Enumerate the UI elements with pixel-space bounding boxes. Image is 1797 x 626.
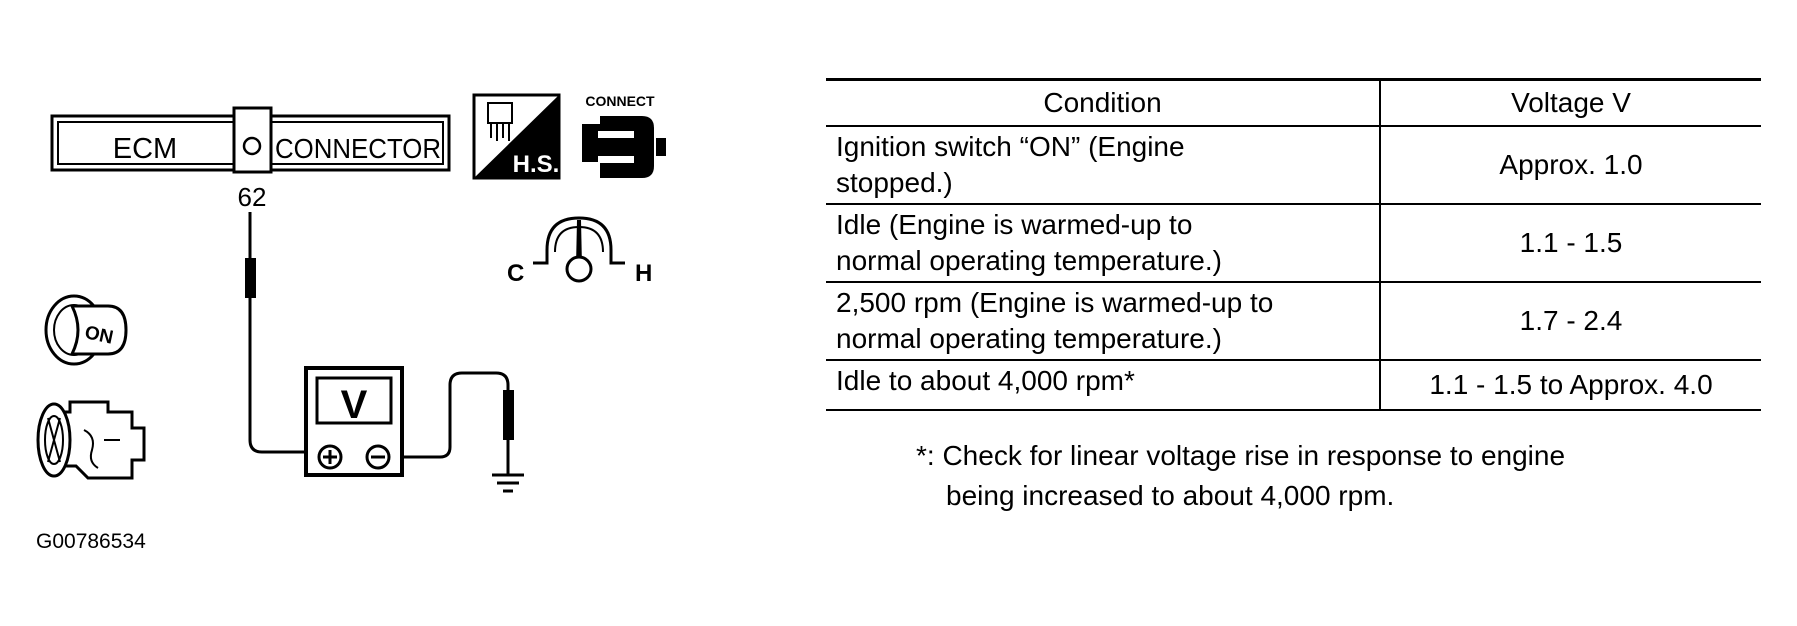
harness-side-label: H.S. — [512, 151, 560, 178]
table-header-row — [826, 80, 1761, 127]
harness-side-icon — [474, 95, 559, 178]
condition-line: Ignition switch “ON” (Engine — [836, 131, 1185, 162]
connect-label: CONNECT — [585, 93, 655, 109]
positive-probe-lead — [245, 212, 306, 452]
footnote-line: *: Check for linear voltage rise in response to engine — [916, 440, 1566, 471]
condition-line: 2,500 rpm (Engine is warmed-up to — [836, 287, 1274, 318]
table-row — [826, 360, 1761, 410]
table-row — [826, 126, 1761, 204]
ecm-connector — [52, 108, 449, 172]
ground-symbol-icon — [492, 475, 524, 491]
voltage-cell: 1.7 - 2.4 — [1380, 282, 1761, 360]
connect-icon — [582, 93, 666, 178]
condition-line: normal operating temperature.) — [836, 323, 1222, 354]
voltage-cell: Approx. 1.0 — [1380, 126, 1761, 204]
table-row — [826, 282, 1761, 360]
footnote — [916, 436, 1565, 516]
table-row — [826, 204, 1761, 282]
ecm-label: ECM — [112, 133, 178, 165]
terminal-number: 62 — [237, 182, 267, 212]
voltage-cell: 1.1 - 1.5 to Approx. 4.0 — [1380, 360, 1761, 410]
condition-line: Idle (Engine is warmed-up to — [836, 209, 1193, 240]
header-condition: Condition — [826, 80, 1380, 127]
ignition-on-label: ON — [82, 322, 116, 349]
voltage-cell: 1.1 - 1.5 — [1380, 204, 1761, 282]
temp-hot-label: H — [635, 260, 653, 287]
footnote-line: being increased to about 4,000 rpm. — [946, 480, 1395, 511]
header-voltage: Voltage V — [1380, 80, 1761, 127]
condition-line: stopped.) — [836, 167, 953, 198]
temp-cold-label: C — [507, 260, 525, 287]
connector-label: CONNECTOR — [275, 133, 441, 164]
figure-id: G00786534 — [36, 530, 146, 553]
ignition-on-icon — [46, 296, 126, 364]
voltage-spec-table — [826, 78, 1761, 411]
voltmeter-label: V — [340, 383, 368, 427]
voltmeter — [306, 368, 402, 475]
condition-cell — [826, 126, 1380, 204]
condition-line: normal operating temperature.) — [836, 245, 1222, 276]
condition-cell — [826, 360, 1380, 410]
condition-cell — [826, 204, 1380, 282]
engine-icon — [38, 402, 144, 478]
ground-lead — [402, 373, 514, 474]
condition-cell — [826, 282, 1380, 360]
condition-line: Idle to about 4,000 rpm* — [836, 365, 1135, 396]
temperature-gauge-icon — [507, 218, 652, 287]
